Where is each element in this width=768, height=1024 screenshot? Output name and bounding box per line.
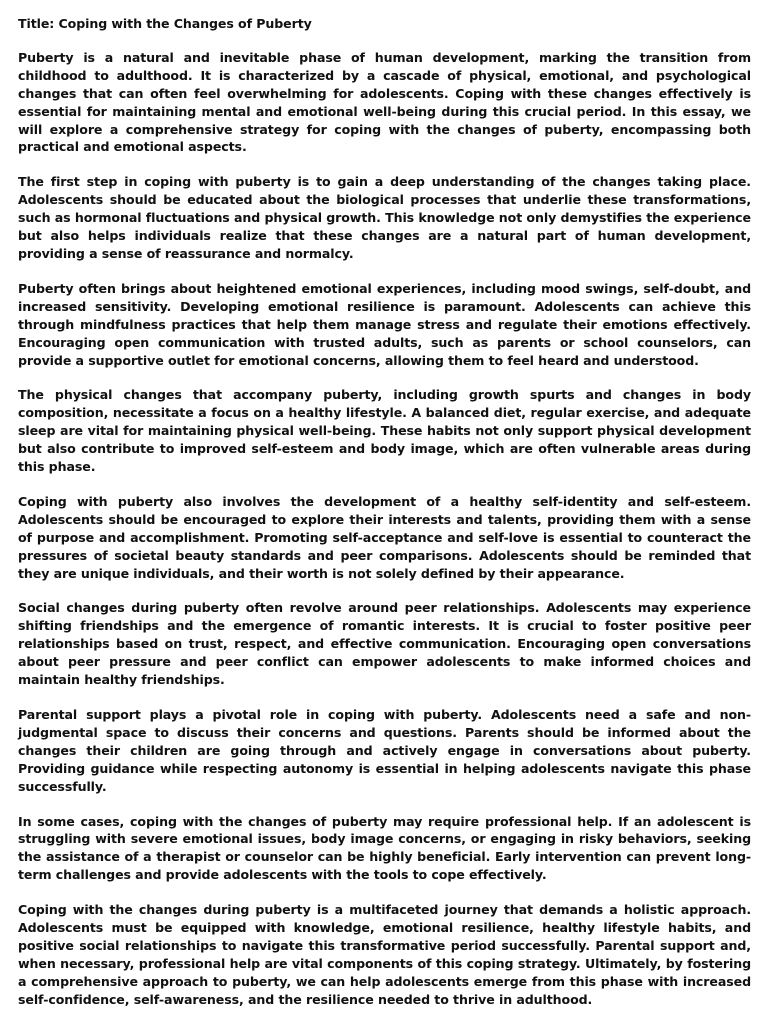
paragraph-introduction: Puberty is a natural and inevitable phase of human development, marking the transition from childhood to adulthood. It is characterized by a cascade of physical, emotional, and psychological changes that can often feel overwhelming for adolescents. Coping with these changes effectively is essential for maintaining mental and emotional well-being during this crucial period. In this essay, we will explore a comprehensive strategy for coping with the changes of puberty, encompassing both practical and emotional aspects.	[18, 49, 751, 155]
paragraph-social-changes: Social changes during puberty often revolve around peer relationships. Adolescents may experience shifting friendships and the emergence of romantic interests. It is crucial to foster positive peer relationships based on trust, respect, and effective communication. Encouraging open conversations about peer pressure and peer conflict can empower adolescents to make informed choices and maintain healthy friendships.	[18, 600, 751, 688]
paragraph-professional-help: In some cases, coping with the changes of puberty may require professional help. If an adolescent is struggling with severe emotional issues, body image concerns, or engaging in risky behaviors, seeking the assistance of a therapist or counselor can be highly beneficial. Early intervention can prevent long-term challenges and provide adolescents with the tools to cope effectively.	[18, 813, 751, 883]
paragraph-conclusion: Coping with the changes during puberty is a multifaceted journey that demands a holistic approach. Adolescents must be equipped with knowledge, emotional resilience, healthy lifestyle habits, and positive social relationships to navigate this transformative period successfully. Parental support and, when necessary, professional help are vital components of this coping strategy. Ultimately, by fostering a comprehensive approach to puberty, we can help adolescents emerge from this phase with increased self-confidence, self-awareness, and the resilience needed to thrive in adulthood.	[18, 902, 751, 1007]
document-title: Title: Coping with the Changes of Puberty	[18, 16, 312, 31]
paragraph-emotional-resilience: Puberty often brings about heightened emotional experiences, including mood swings, self-doubt, and increased sensitivity. Developing emotional resilience is paramount. Adolescents can achieve this through mindfulness practices that help them manage stress and regulate their emotions effectively. Encouraging open communication with trusted adults, such as parents or school counselors, can provide a supportive outlet for emotional concerns, allowing them to feel heard and understood.	[18, 280, 751, 368]
paragraph-self-identity: Coping with puberty also involves the development of a healthy self-identity and self-esteem. Adolescents should be encouraged to explore their interests and talents, providing them with a sense of purpose and accomplishment. Promoting self-acceptance and self-love is essential to counteract the pressures of societal beauty standards and peer comparisons. Adolescents should be reminded that they are unique individuals, and their worth is not solely defined by their appearance.	[18, 493, 751, 581]
paragraph-healthy-lifestyle: The physical changes that accompany puberty, including growth spurts and changes in body composition, necessitate a focus on a healthy lifestyle. A balanced diet, regular exercise, and adequate sleep are vital for maintaining physical well-being. These habits not only support physical development but also contribute to improved self-esteem and body image, which are often vulnerable areas during this phase.	[18, 387, 751, 475]
paragraph-parental-support: Parental support plays a pivotal role in coping with puberty. Adolescents need a safe and non-judgmental space to discuss their concerns and questions. Parents should be informed about the changes their children are going through and actively engage in conversations about puberty. Providing guidance while respecting autonomy is essential in helping adolescents navigate this phase successfully.	[18, 707, 751, 794]
paragraph-understanding: The first step in coping with puberty is to gain a deep understanding of the changes taking place. Adolescents should be educated about the biological processes that underlie these transformations, such as hormonal fluctuations and physical growth. This knowledge not only demystifies the experience but also helps individuals realize that these changes are a natural part of human development, providing a sense of reassurance and normalcy.	[18, 174, 751, 261]
